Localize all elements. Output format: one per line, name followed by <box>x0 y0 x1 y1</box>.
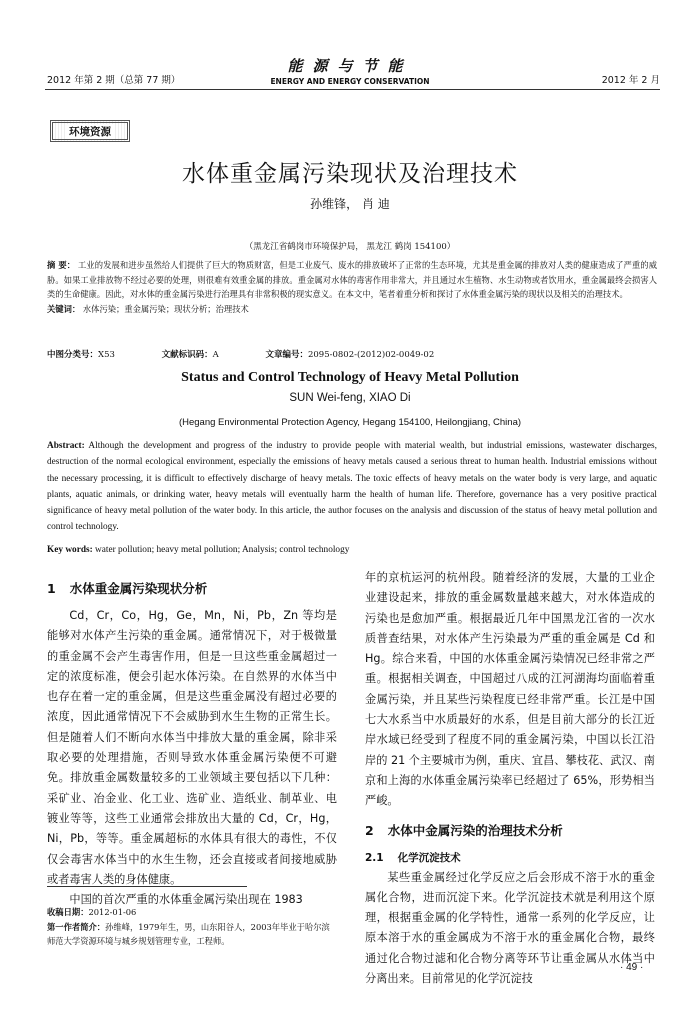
affiliation: （黑龙江省鹤岗市环境保护局， 黑龙江 鹤岗 154100） <box>244 242 456 252</box>
keywords-cn-label: 关键词： <box>47 303 81 314</box>
subsection-2-1-title: 化学沉淀技术 <box>397 851 461 864</box>
author-bio-label: 第一作者简介： <box>47 921 106 932</box>
english-keywords <box>47 545 349 555</box>
paper-title: 水体重金属污染现状及治理技术 <box>182 161 518 187</box>
subsection-2-1-number: 2.1 <box>365 851 384 864</box>
journal-name-en: ENERGY AND ENERGY CONSERVATION <box>270 77 430 86</box>
doc-code-label: 文献标识码： <box>161 350 213 360</box>
english-keywords-label: Key words: <box>47 545 93 555</box>
clc-label: 中图分类号： <box>47 350 99 360</box>
doc-code-value: A <box>212 350 219 360</box>
footnote-divider <box>47 886 247 887</box>
section-1-paragraph-2-cont: 年的京杭运河的杭州段。随着经济的发展，大量的工业企业建设起来，排放的重金属数量越来越大，对水体造成的污染也是愈加严重。根据最近几年中国黑龙江省的一次水质普查结果，对水体产生污染最为严重的重金属是 Cd 和 Hg。综合来看，中国的水体重金属污染情况已经非常之严重。根据相关调查，中国超过八成的江河湖海均面临着重金属污染，并且某些污染程度已经非常严重。长江是中国七大水系当中水质最好的水系，但是目前大部分的长江近岸水域已经受到了程度不同的重金属污染，中国以长江沿岸的 21 个主要城市为例，重庆、宜昌、攀枝花、武汉、南京和上海的水体重金属污染率已经超过了 65%，形势相当严峻。 <box>365 571 655 808</box>
journal-masthead <box>0 55 700 86</box>
keywords-cn-text: 水体污染；重金属污染；现状分析；治理技术 <box>82 303 249 314</box>
clc-value: X53 <box>98 350 115 360</box>
subsection-2-1-paragraph: 某些重金属经过化学反应之后会形成不溶于水的重金属化合物，进而沉淀下来。化学沉淀技术就是利用这个原理，根据重金属的化学特性，通常一系列的化学反应，让原本溶于水的重金属成为不溶于水的重金属化合物，最终通过化合物过滤和化合物分离等环节让重金属从水体当中分离出来。目前常见的化学沉淀技 <box>365 870 655 986</box>
journal-name-cn: 能源与节能 <box>287 57 413 75</box>
authors: 孙维锋， 肖 迪 <box>310 197 390 211</box>
body-column-right <box>365 568 655 989</box>
article-no-value: 2095-0802-(2012)02-0049-02 <box>307 350 435 360</box>
issue-info: 2012 年第 2 期（总第 77 期） <box>47 75 181 86</box>
section-1-heading <box>47 578 337 600</box>
section-tag <box>50 120 130 142</box>
section-2-number: 2 <box>365 822 374 838</box>
section-2-heading <box>365 820 655 842</box>
section-1-paragraph-2-start: 中国的首次严重的水体重金属污染出现在 1983 <box>69 893 303 907</box>
article-no-label: 文章编号： <box>265 350 308 360</box>
english-abstract <box>47 438 657 536</box>
subsection-2-1-heading <box>365 848 655 868</box>
received-date: 2012-01-06 <box>88 907 137 917</box>
section-tag-label: 环境资源 <box>66 124 114 139</box>
abstract-cn-label: 摘 要： <box>47 260 76 270</box>
english-title: Status and Control Technology of Heavy Metal Pollution <box>181 370 519 385</box>
header-divider <box>45 89 660 90</box>
section-1-title: 水体重金属污染现状分析 <box>69 581 208 596</box>
author-bio: 孙维峰，1979年生，男，山东阳谷人，2003年毕业于哈尔滨师范大学资源环境与城乡规划管理专业，工程师。 <box>47 921 330 946</box>
english-keywords-text: water pollution; heavy metal pollution; Analysis; control technology <box>95 545 350 555</box>
section-1-paragraph-1: Cd，Cr，Co，Hg，Ge，Mn，Ni，Pb，Zn 等均是能够对水体产生污染的重金属。通常情况下，对于极微量的重金属不会产生毒害作用，但是一旦这些重金属超过一定的浓度标准，便会引起水体污染。在自然界的水体当中也存在着一定的重金属，但是这些重金属没有超过必要的浓度，因此通常情况下不会威胁到水生生物的正常生长。但是随着人们不断向水体当中排放大量的重金属，除非采取必要的处理措施，否则导致水体重金属污染便不可避免。排放重金属数量较多的工业领域主要包括以下几种：采矿业、冶金业、化工业、选矿业、造纸业、制革业、电镀业等等，这些工业通常会排放出大量的 Cd，Cr，Hg，Ni，Pb，等等。重金属超标的水体具有很大的毒性，不仅仅会毒害水体当中的水生生物，还会直接或者间接地威胁或者毒害人类的身体健康。 <box>47 609 337 886</box>
section-1-number: 1 <box>47 581 56 596</box>
abstract-cn-text: 工业的发展和进步虽然给人们提供了巨大的物质财富，但是工业废气、废水的排放破坏了正常的生态环境，尤其是重金属的排放对人类的健康造成了严重的威胁。如果工业排放物不经过必要的处理，则很难有效重金属的排放。重金属对水体的毒害作用非常大，并且通过水生植物、水生动物或者饮用水，重金属最终会损害人类的生命健康。因此，对水体的重金属污染进行治理具有非常积极的现实意义。在本文中，笔者着重分析和探讨了水体重金属污染的现状以及相关的治理技术。 <box>47 260 657 299</box>
footnote <box>47 905 337 949</box>
english-abstract-label: Abstract: <box>47 441 85 451</box>
body-column-left <box>47 578 337 910</box>
abstract-cn <box>47 258 657 316</box>
english-abstract-text: Although the development and progress of the industry to provide people with material wealth, but industrial emissions, wastewater discharges, destruction of the normal ecological environment, especially the emissions of heavy metals caused a serious threat to human health. Industrial emissions without the necessary processing, it is difficult to effectively discharge of heavy metals. The toxic effects of heavy metals on the water body is very large, and aquatic plants, aquatic animals, or drinking water, heavy metals will eventually harm the health of human life. Therefore, governance has a very positive practical significance of heavy metal pollution of the water body. In this article, the author focuses on the analysis and discussion of the status of heavy metal pollution and control technology. <box>47 441 657 533</box>
received-label: 收稿日期： <box>47 907 89 917</box>
english-authors: SUN Wei-feng, XIAO Di <box>289 392 411 404</box>
english-affiliation: (Hegang Environmental Protection Agency, Hegang 154100, Heilongjiang, China) <box>178 417 522 428</box>
section-2-title: 水体中金属污染的治理技术分析 <box>387 822 563 838</box>
issue-date: 2012 年 2 月 <box>601 75 660 86</box>
classification-meta <box>47 348 478 360</box>
page-number: · 49 · <box>620 962 644 973</box>
